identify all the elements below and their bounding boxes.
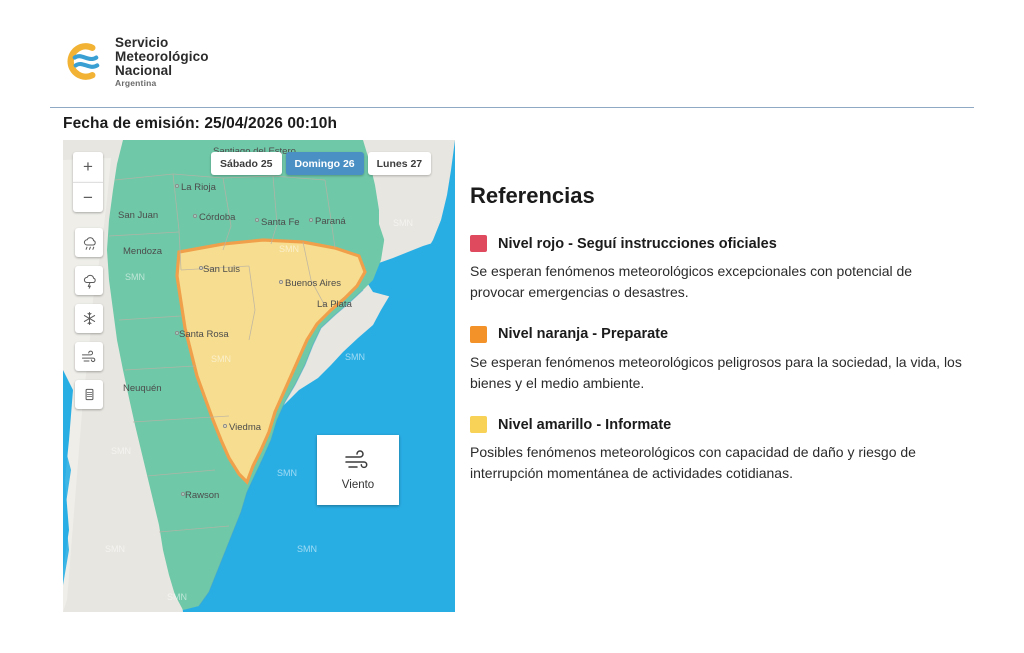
references-title: Referencias	[470, 183, 595, 208]
alert-map[interactable]	[63, 140, 455, 612]
map-watermark: SMN	[297, 544, 317, 554]
map-city-label: Córdoba	[199, 212, 236, 223]
reference-item-red	[470, 235, 980, 304]
wind-legend-label: Viento	[341, 479, 375, 491]
map-watermark: SMN	[279, 244, 299, 254]
map-city-label: Buenos Aires	[285, 278, 341, 289]
map-watermark: SMN	[211, 354, 231, 364]
brand-line-2: Meteorológico	[115, 49, 209, 65]
map-city-dot	[255, 218, 259, 222]
day-tab-sabado-25[interactable]: Sábado 25	[211, 152, 282, 175]
day-tab-domingo-26[interactable]: Domingo 26	[286, 152, 364, 175]
reference-title-yellow: Nivel amarillo - Informate	[498, 416, 672, 433]
zoom-out-button[interactable]: −	[73, 182, 103, 212]
map-watermark: SMN	[105, 544, 125, 554]
swatch-red	[470, 235, 487, 252]
map-city-label: Neuquén	[123, 383, 162, 394]
references-panel	[470, 183, 980, 507]
reference-head	[470, 326, 980, 343]
map-city-dot	[175, 184, 179, 188]
map-city-label: Rawson	[185, 490, 220, 501]
brand-line-4: Argentina	[115, 78, 157, 89]
wind-tool-icon[interactable]	[75, 342, 103, 371]
swatch-yellow	[470, 416, 487, 433]
emission-date: Fecha de emisión: 25/04/2026 00:10h	[63, 115, 338, 132]
header-divider	[50, 107, 974, 108]
map-city-label: Paraná	[315, 216, 346, 227]
reference-item-orange	[470, 326, 980, 395]
reference-head	[470, 235, 980, 252]
zoom-in-button[interactable]: +	[73, 152, 103, 182]
reference-desc-orange: Se esperan fenómenos meteorológicos peligrosos para la sociedad, la vida, los bienes y el medio ambiente.	[470, 353, 962, 391]
brand-line-3: Nacional	[115, 63, 173, 79]
temperature-tool-glyph	[81, 386, 98, 403]
map-city-label: Viedma	[229, 422, 262, 433]
map-watermark: SMN	[111, 446, 131, 456]
reference-desc-red: Se esperan fenómenos meteorológicos excepcionales con potencial de provocar emergencias o desastres.	[470, 263, 913, 301]
map-city-dot	[309, 218, 313, 222]
map-city-dot	[199, 266, 203, 270]
map-city-label: Mendoza	[123, 246, 163, 257]
map-city-label: Santa Rosa	[179, 329, 229, 340]
map-city-label: Santa Fe	[261, 217, 300, 228]
snow-tool-glyph	[81, 310, 98, 327]
map-watermark: SMN	[125, 272, 145, 282]
map-city-label: San Luis	[203, 264, 240, 275]
reference-item-yellow	[470, 416, 980, 485]
swatch-orange	[470, 326, 487, 343]
rain-tool-glyph	[81, 234, 98, 251]
reference-title-orange: Nivel naranja - Preparate	[498, 326, 669, 343]
temperature-tool-icon[interactable]	[75, 380, 103, 409]
map-city-label: San Juan	[118, 210, 159, 221]
map-city-label: Estero	[268, 146, 296, 157]
reference-desc-yellow: Posibles fenómenos meteorológicos con capacidad de daño y riesgo de interrupción momentánea de actividades cotidianas.	[470, 444, 916, 482]
wind-tool-glyph	[80, 348, 98, 365]
map-city-label: La Rioja	[181, 182, 216, 193]
reference-title-red: Nivel rojo - Seguí instrucciones oficiales	[498, 235, 777, 252]
map-city-dot	[223, 424, 227, 428]
map-watermark: SMN	[345, 352, 365, 362]
rain-tool-icon[interactable]	[75, 228, 103, 257]
smn-logo-icon	[63, 39, 106, 84]
day-tab-lunes-27[interactable]: Lunes 27	[368, 152, 432, 175]
snow-tool-icon[interactable]	[75, 304, 103, 333]
map-watermark: SMN	[167, 592, 187, 602]
reference-head	[470, 416, 980, 433]
wind-legend-box[interactable]	[317, 435, 399, 505]
storm-tool-glyph	[81, 272, 98, 289]
map-city-dot	[175, 331, 179, 335]
map-city-label: La Plata	[317, 299, 352, 310]
map-city-dot	[193, 214, 197, 218]
smn-logo	[63, 36, 209, 88]
map-watermark: SMN	[277, 468, 297, 478]
day-tab-group[interactable]	[211, 152, 431, 175]
brand-line-1: Servicio	[115, 35, 169, 50]
map-city-dot	[279, 280, 283, 284]
map-graphic	[63, 140, 455, 612]
map-city-dot	[181, 492, 185, 496]
storm-tool-icon[interactable]	[75, 266, 103, 295]
map-watermark: SMN	[393, 218, 413, 228]
wind-icon	[343, 449, 373, 473]
